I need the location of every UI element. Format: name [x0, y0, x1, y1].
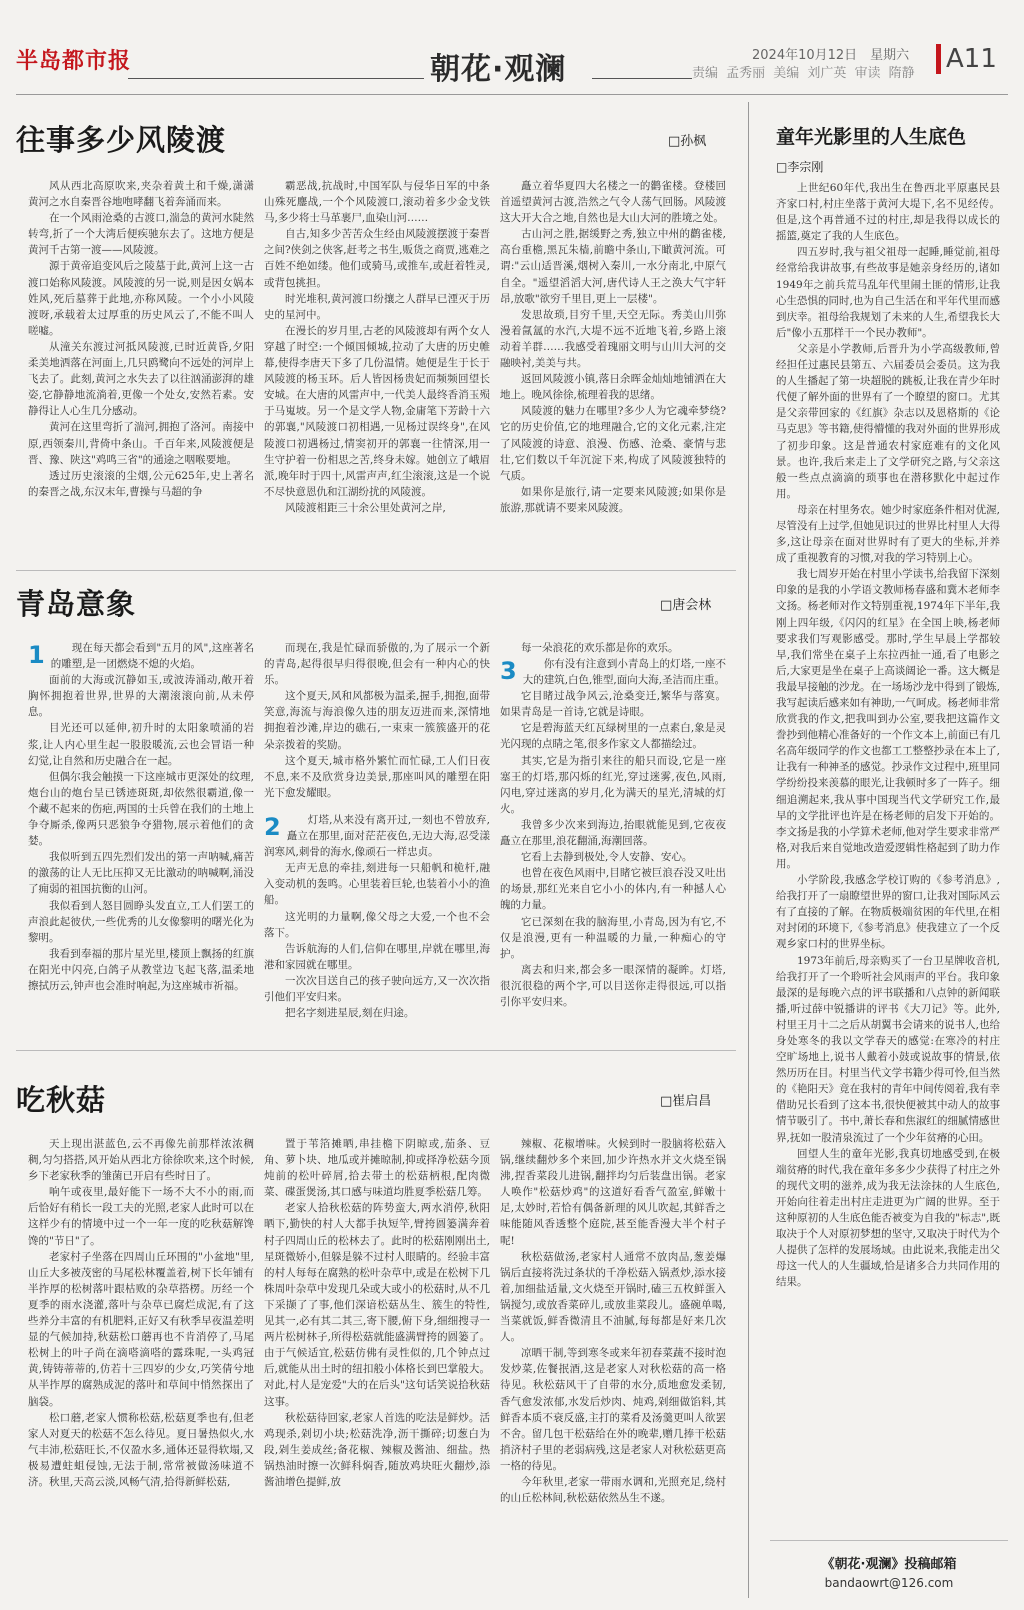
- paragraph: 如果你是旅行,请一定要来风陵渡;如果你是旅游,那就请不要来风陵渡。: [500, 485, 726, 514]
- paragraph: 在漫长的岁月里,古老的风陵渡却有两个女人穿越了时空:一个倾国倾城,拉动了大唐的历史帷幕,使得李唐天下多了几份温情。她便是生于长于风陵渡的杨玉环。后人皆因杨贵妃而频频回望长安城。在大唐的风雷声中,一代美人最终香消玉殒于马嵬坡。另一个是文学人物,金庸笔下芳龄十六的郭襄,"风陵渡口初相遇,一见杨过误终身",在风陵渡口初遇杨过,情窦初开的郭襄一往情深,用一生守护着一份相思之苦,终身未嫁。她创立了峨眉派,晚年时于四十,风雷声声,红尘滚滚,这是一个说不尽快意恩仇和江湖纷扰的风陵渡。: [264, 324, 490, 498]
- paragraph: 我看到奉福的那片星光里,楼顶上飘扬的红旗在阳光中闪亮,白鸽子从教堂边飞起飞落,温柔地擦拭历云,钟声也会准时响起,为这座城市祈福。: [28, 947, 254, 992]
- paragraph: 面前的大海或沉静如玉,或波涛涌动,敞开着胸怀拥抱着世界,世界的大潮滚滚向前,从未停息。: [28, 674, 254, 719]
- paragraph: 一次次目送自己的孩子驶向远方,又一次次指引他们平安归来。: [264, 974, 490, 1004]
- article-column: [500, 1136, 726, 1598]
- paragraph: 每一朵浪花的欢乐都是你的欢乐。: [521, 642, 679, 654]
- paragraph: 小学阶段,我感念学校订购的《参考消息》,给我打开了一扇瞭望世界的窗口,让我对国际风云有了直接的了解。在物质极端贫困的年代里,在相对封闭的环境下,《参考消息》使我建立了一个反观乡家口村的世界坐标。: [776, 874, 1000, 951]
- paragraph: 离去和归来,都会多一眼深情的凝眸。灯塔,很沉很稳的两个字,可以目送你走得很远,可以指引你平安归来。: [500, 963, 726, 1008]
- article-author-qiugu: □崔启昌: [660, 1094, 712, 1109]
- article-column: [500, 178, 726, 560]
- paragraph: 灯塔,从来没有离开过,一刻也不曾放弃,矗立在那里,面对茫茫夜色,无边大海,忍受漾润寒风,刺骨的海水,像顽石一样忠贞。: [264, 814, 490, 859]
- article-column: [264, 812, 490, 1040]
- paragraph: 今年秋里,老家一带雨水调和,光照充足,绕村的山丘松林间,秋松菇依然丛生不遂。: [500, 1475, 726, 1505]
- paragraph: 凉晒干制,等到寒冬或来年初春菜蔬不接时泡发炒菜,佐餐抿酒,这是老家人对秋松菇的高一格待见。秋松菇风干了自带的水分,质地愈发柔韧,香气愈发浓郁,水发后炒肉、炖鸡,剁细做馅料,其鲜香本质不衰反盛,主打的菜肴及汤羹更叫人欲罢不舍。留几包干松菇给在外的晚辈,赠几捧干松菇捎济村子里的老弱病残,这是老家人对秋松菇更高一格的待见。: [500, 1347, 726, 1472]
- paragraph: 它是碧海蓝天红瓦绿树里的一点素白,象是灵光闪现的点睛之笔,很多作家文人都描绘过。: [500, 722, 726, 751]
- article-author-qingdao: □唐会林: [660, 598, 712, 613]
- article-title-qingdao: 青岛意象: [16, 587, 137, 621]
- section-number: 2: [264, 813, 281, 841]
- section-number: 3: [500, 657, 517, 685]
- paragraph: 这光明的力量啊,像父母之大爱,一个也不会落下。: [264, 910, 490, 939]
- paragraph: 无声无息的牵挂,刻进每一只船帆和桅杆,融入变动机的轰鸣。心里装着巨轮,也装着小小的渔船。: [264, 862, 490, 907]
- article-title-fenglingdu: 往事多少风陵渡: [16, 123, 227, 157]
- header-divider: [16, 94, 1008, 95]
- paragraph: 父亲是小学教师,后晋升为小学高级教师,曾经担任过惠民县第五、六届委员会委员。这为我的人生播起了第一块超脱的跳板,让我在青少年时代便了解外面的世界有了一个瞭望的窗口。尤其是父亲带回家的《红旗》杂志以及恩格斯的《论马克思》等书籍,使得懵懂的我对外面的世界形成了初步印象。这是普通农村家庭难有的文化风景。也许,我后来走上了文学研究之路,与父亲这般一些点点滴滴的琐事也在潜移默化中起过作用。: [776, 342, 1000, 500]
- page-number-accent: [936, 44, 941, 74]
- paragraph: 我七周岁开始在村里小学读书,给我留下深刻印象的是我的小学语文教师杨春盛和冀木老师李文扬。杨老师对作文特别重视,1974年下半年,我刚上四年级,《闪闪的红星》在全国上映,杨老师要求我们写观影感受。那时,学生早晨上学都较早,我们常坐在桌子上东拉西扯一通,看了电影之后,大家更是坐在桌子上高谈阔论一番。这大概是我最早接触的沙龙。在一场场沙龙中得到了锻炼,我写起读后感来如有神助,一气呵成。杨老师非常欣赏我的作文,把我叫到办公室,要我把这篇作文誊抄到他精心准备好的一个作文本上,前面已有几名高年级同学的作文也都工工整整抄录在本上了,让我有一种神圣的感觉。抄录作文过程中,班里同学纷纷投来羡慕的眼光,让我顿时多了一阵子。细细追溯起来,我从事中国现当代文学研究工作,最早的文学批评也许是在杨老师的启发下开始的。李文扬是我的小学算术老师,他对学生要求非常严格,对我后来自觉地改造爱逻辑性格起到了助力作用。: [776, 568, 1000, 870]
- paragraph: 老家村子坐落在四周山丘环围的"小盆地"里,山丘大多被茂密的马尾松林覆盖着,树下长年铺有半拃厚的松树落叶跟枯败的杂草搭楞。历经一个夏季的雨水浇灌,落叶与杂草已腐烂成泥,有了这些养分丰富的有机肥料,正好又有秋季早夜温差明显的气候加持,秋菇松口蘑再也不肯消停了,马尾松树上的叶子尚在滴嗒滴嗒的露珠呢,一头鸡冠黄,铸铸蒂蒂的,仿若十三四岁的少女,巧笑倩兮地从半拃厚的腐熟成泥的落叶和草间中悄然探出了脑袋。: [28, 1250, 254, 1408]
- paragraph: 其实,它是为指引来往的船只而设,它是一座塞王的灯塔,那闪烁的红光,穿过迷雾,夜色,风雨,闪电,穿过迷离的岁月,化为满天的星光,清城的灯火。: [500, 754, 726, 815]
- article-column: [264, 640, 490, 799]
- column-divider: [748, 102, 749, 1598]
- paragraph: 而现在,我是忙碌而骄傲的,为了展示一个新的青岛,起得很早归得很晚,但会有一种内心的快乐。: [264, 642, 490, 687]
- column-text: [28, 640, 254, 994]
- paragraph: 它目睹过战争风云,沧桑变迁,繁华与落寞。如果青岛是一首诗,它就是诗眼。: [500, 690, 726, 719]
- paragraph: 天上现出湛蓝色,云不再像先前那样浓浓稠稠,匀匀搭搭,风开始从西北方徐徐吹来,这个时候,乡下老家秋季的雏菌已开启有些时日了。: [28, 1138, 254, 1183]
- paragraph: 把名字刻进星辰,刻在归途。: [285, 1007, 415, 1020]
- paragraph: 置于苇箔摊晒,串挂檐下阴晾或,茄条、豆角、萝卜块、地瓜或并摊晾制,抑或择净松菇今顶炖前的松叶碎屑,拾去带土的松菇柄根,配肉微菜、碟蛋煲汤,其口感与味道均胜夏季松菇几筹。: [264, 1138, 490, 1199]
- section-title: 朝花·观澜: [430, 52, 567, 87]
- paragraph: 霸恶战,抗战时,中国军队与侵华日军的中条山殊死鏖战,一个个风陵渡口,滚动着多少金戈铁马,多少将士马革裹尸,血染山河……: [264, 180, 490, 225]
- paragraph: 风陵渡相距三十余公里处黄河之岸,: [285, 501, 446, 514]
- article-column: [264, 1136, 490, 1598]
- section-number: 1: [28, 641, 45, 669]
- masthead-rule-left: [128, 78, 424, 79]
- paragraph: 返回风陵渡小镇,落日余晖金灿灿地铺洒在大地上。晚风徐徐,梳理着我的思绪。: [500, 373, 726, 402]
- article-column: [28, 178, 254, 560]
- paragraph: 它看上去静到极处,令人安静、安心。: [521, 851, 693, 864]
- paragraph: 松口蘑,老家人惯称松菇,松菇夏季也有,但老家人对夏天的松菇不怎么待见。夏日暑热似火,水气丰沛,松菇旺长,不仅盈水多,通体还显得软塌,又极易遭蛀蛆侵蚀,无法于制,常常被做汤味道不济。秋里,天高云淡,风畅气清,拾得新鲜松菇,: [28, 1411, 254, 1488]
- paragraph: 透过历史滚滚的尘烟,公元625年,史上著名的秦晋之战,东汉末年,曹操与马超的争: [28, 469, 254, 498]
- paragraph: 矗立着华夏四大名楼之一的鹳雀楼。登楼回首遥望黄河古渡,浩然之气令人荡气回肠。风陵渡这大开大合之地,自然也是大山大河的胜境之处。: [500, 180, 726, 225]
- paragraph: 在一个风雨沧桑的古渡口,湍急的黄河水陡然转弯,折了一个大湾后便疾驰东去了。这地方便是黄河千古第一渡——风陵渡。: [28, 212, 254, 257]
- paragraph: 1973年前后,母亲购买了一台卫星牌收音机,给我打开了一个聆听社会风雨声的平台。我印象最深的是每晚六点的评书联播和八点钟的新闻联播,听过薛中锐播讲的评书《大刀记》等。此外,村里王月十二之后从胡翼书会请来的说书人,也给身处寒冬的我以文学春天的感觉:在寒冷的村庄空旷场地上,说书人戴着小鼓或说故事的情景,依然历历在目。村里当代文学书籍少得可怜,但当然的《艳阳天》竟在我村的青年中间传阅着,我有幸借助兄长看到了这本书,很快便被其中动人的故事情节吸引了。书中,萧长春和焦淑红的细腻情感世界,抚如一股清泉流过了一个少年贫瘠的心田。: [776, 954, 1000, 1144]
- article-title-qiugu: 吃秋菇: [16, 1083, 107, 1117]
- article-title-tongnian: 童年光影里的人生底色: [776, 126, 967, 148]
- article-column: [28, 1136, 254, 1598]
- paragraph: 目光还可以延伸,初升时的太阳象喷涌的岩浆,让人内心里生起一股股暖流,云也会冒语一种幻觉,让自然和历史融合在一起。: [28, 722, 254, 767]
- paragraph: 你有没有注意到小青岛上的灯塔,一座不大的建筑,白色,锥型,面向大海,圣洁而庄重。: [522, 658, 726, 687]
- article-author-tongnian: □李宗刚: [776, 160, 824, 174]
- mailbox-email[interactable]: bandaowrt@126.com: [824, 1576, 954, 1590]
- article-column: [500, 656, 726, 1040]
- paragraph: 母亲在村里务农。她少时家庭条件相对优渥,尽管没有上过学,但她见识过的世界比村里人大得多,这让母亲在面对世界时有了更大的坐标,并养成了重视教育的习惯,对我的学习特别上心。: [776, 503, 1000, 565]
- paragraph: 秋松菇做汤,老家村人通常不放肉品,葱姜爆锅后直接将洗过条状的千净松菇入锅煮炒,添水接着,加细盐适量,文火烧至开锅时,磕三五枚鲜蛋入锅搅匀,或放香菜碎儿,或放韭菜段儿。盛碗单喝,当菜就饭,鲜香微清且不油腻,每每都是好来几次人。: [500, 1250, 726, 1344]
- paragraph: 告诉航海的人们,信仰在哪里,岸就在哪里,海港和家园就在哪里。: [264, 942, 490, 971]
- paragraph: 黄河在这里弯折了湍河,拥抱了洛河。南接中原,西领秦川,背倚中条山。千百年来,风陵渡便是晋、豫、陕这"鸡鸣三省"的通途之咽喉要地。: [28, 421, 254, 466]
- article-divider: [16, 1050, 736, 1051]
- paragraph: 现在每天都会看到"五月的风",这座著名的雕塑,是一团燃烧不熄的火焰。: [50, 642, 254, 671]
- editor-credits: 责编 孟秀丽 美编 刘广英 审读 隋静: [692, 66, 915, 81]
- issue-date: 2024年10月12日 星期六: [752, 48, 910, 63]
- paragraph: 我似听到五四先烈们发出的第一声呐喊,痛苦的激荡的让人无比压抑又无比激动的呐喊啊,涌没了痈弱的祖国抗衡的山河。: [28, 851, 254, 896]
- paragraph: 但偶尔我会触摸一下这座城市更深处的纹理,炮台山的炮台呈已锈迹斑斑,却依然很霸道,像一个藏不起来的伤疤,两国的士兵曾在我们的土地上争夺厮杀,像两只恶狼争夺猎物,展示着他们的贪婪。: [28, 770, 254, 848]
- paragraph: 辣椒、花椒增味。火候到时一股脑将松菇入锅,继续翻炒多个来回,加少许热水并文火烧至锅沸,捏香菜段儿进锅,翻拌均匀后装盘出锅。老家人唤作"松菇炒鸡"的这道好看香气盈室,鲜嫩十足,太妙时,若恰有偶备新理的风儿吹起,其鲜香之味能随风香透整个庭院,甚至能香漫大半个村子呢!: [500, 1138, 726, 1247]
- submission-mailbox: [770, 1540, 1008, 1598]
- paragraph: 秋松菇待回家,老家人首选的吃法是鲜炒。活鸡现杀,剁切小块;松菇洗净,沥干撕碎;切葱白为段,剁生姜成丝;备花椒、辣椒及酱油、细盐。热锅热油时擦一次鲜科焖香,随放鸡块旺火翻炒,添酱油增色提鲜,放: [264, 1411, 490, 1488]
- page-number: A11: [946, 44, 997, 74]
- paragraph: 发思故琐,目穷千里,天空无际。秀美山川弥漫着氤氲的水汽,大堤不远不近地飞着,乡路上滚动着羊群……我感受着瑰丽文明与山川大河的交融映衬,美美与共。: [500, 308, 726, 370]
- article-column: [28, 640, 254, 1040]
- article-divider: [16, 570, 736, 571]
- paragraph: 四五岁时,我与祖父祖母一起睡,睡觉前,祖母经常给我讲故事,有些故事是她亲身经历的,诸如1949年之前兵荒马乱年代里闹土匪的情形,让我心生恐惧的同时,也为自己生活在和平年代里而感到庆幸。祖母给我规划了未来的人生,希望我长大后"像小五那样干一个民办教师"。: [776, 246, 1000, 339]
- newspaper-logo: 半岛都市报: [16, 49, 132, 74]
- paragraph: 古山河之胜,据缓野之秀,独立中州的鹳雀楼,高台重檐,黑瓦朱樯,前瞻中条山,下瞰黄河流。可谓:"云山适晋溪,烟树入秦川,一水分南北,中原气自全。"遥望滔滔大河,唐代诗人王之涣大气宇轩昂,放歌"欲穷千里目,更上一层楼"。: [500, 228, 726, 305]
- paragraph: 风陵渡的魅力在哪里?多少人为它魂牵梦绕?它的历史价值,它的地理融合,它的文化元素,注定了风陵渡的诗意、浪漫、伤感、沧桑、豪情与悲壮,它们数以千年沉淀下来,构成了风陵渡独特的气质。: [500, 405, 726, 482]
- paragraph: 它已深刻在我的脑海里,小青岛,因为有它,不仅是浪漫,更有一种温暖的力量,一种痴心的守护。: [500, 915, 726, 960]
- column-text: [500, 656, 726, 1010]
- article-column: [264, 178, 490, 560]
- paragraph: 上世纪60年代,我出生在鲁西北平原惠民县齐家口村,村庄坐落于黄河大堤下,名不见经传。但是,这个再普通不过的村庄,却是我得以成长的摇篮,奠定了我的人生底色。: [776, 182, 1000, 243]
- column-text: [264, 812, 490, 1021]
- paragraph: 这个夏天,城市格外繁忙而忙碌,工人们日夜不息,来不及欣赏身边美景,那座叫风的雕塑在阳光下愈发耀眼。: [264, 754, 490, 799]
- paragraph: 回望人生的童年光影,我真切地感受到,在极端贫瘠的时代,我在童年多多少少获得了村庄之外的现代文明的滋养,成为我无法涂抹的人生底色,开始向往着走出村庄走进更为广阔的世界。至于这种原初的人生底色能否被变为自我的"标志",既取决于个人对原初梦想的坚守,又取决于时代为个人提供了怎样的发展场域。由此说来,我能走出父母这一代人的人生疆域,恰是诸多合力共同作用的结果。: [776, 1147, 1000, 1289]
- paragraph: 响午或夜里,最好能下一场不大不小的雨,而后恰好有稍长一段工夫的光照,老家人此时可以在这样少有的情境中过一个一年一度的吃秋菇解馋馋的"节日"了。: [28, 1186, 254, 1247]
- mailbox-label: 《朝花·观澜》投稿邮箱: [821, 1557, 957, 1572]
- masthead-rule-right: [592, 78, 692, 79]
- paragraph: 风从西北高原吹来,夹杂着黄土和千燥,潇潇黄河之水自秦晋谷地咆哮翻飞着奔涌而来。: [28, 180, 254, 209]
- masthead: [0, 0, 1024, 92]
- paragraph: 源于黄帝追变风后之陵墓于此,黄河上这一古渡口始称风陵渡。风陵渡的另一说,则是因女娲本姓风,死后墓葬于此地,亦称风陵。一个小小风陵渡呀,承载着太过厚重的历史风云了,不能不叫人嗟嘘。: [28, 260, 254, 337]
- paragraph: 这个夏天,风和风都极为温柔,握手,拥抱,面带笑意,海流与海浪像久违的朋友迈进而来,深情地拥抱着沙滩,岸边的礁石,一束束一簇簇盛开的花朵亲拨着的奖励。: [264, 690, 490, 751]
- paragraph: 我似看到人怒目圆睁头发直立,工人们罢工的声浪此起彼伏,一些优秀的儿女像黎明的曙光化为黎明。: [28, 899, 254, 944]
- paragraph: 自古,知多少苦苦众生经由风陵渡摆渡于秦晋之间?侠剑之侠客,赶考之书生,贩货之商贾,逃难之百姓不绝如缕。他们或骑马,或推车,或赶着牲灵,或背包挑担。: [264, 228, 490, 289]
- paragraph: 我曾多少次来到海边,抬眼就能见到,它夜夜矗立在那里,浪花翻涌,海潮回落。: [500, 818, 726, 848]
- article-column: [776, 180, 1000, 1532]
- paragraph: 时光堆积,黄河渡口纷攘之人群早已湮灭于历史的星河中。: [264, 292, 490, 321]
- paragraph: 也曾在夜色风雨中,目睹它被巨浪吞没又吐出的场景,那红光来自它小小的体内,有一种撼人心魄的力量。: [500, 867, 726, 912]
- paragraph: 老家人拾秋松菇的阵势蛮大,两水消停,秋阳晒下,勤快的村人大都手执短竿,臂挎圆篓满奔着村子四周山丘的松林去了。此时的松菇刚刚出土,星斑微娇小,但躲是躲不过村人眼睛的。经验丰富的村人每每在腐熟的松叶杂草中,或是在松树下几株周叶杂草中发现几朵或大或小的松菇时,从不几下采撷了了事,他们深谙松菇丛生、簇生的特性,见其一,必有其二其三,寄下腰,俯下身,细细搜寻一两片松树林子,所得松菇就能盛满臂挎的圆篓了。由于气候适宜,松菇仿佛有灵性似的,几个钟点过后,就能从出土时的纽扣般小体格长到巴掌般大。对此,村人是宠爱"大的在后头"这句话笑说拾秋菇这事。: [264, 1202, 490, 1408]
- article-author-fenglingdu: □孙枫: [668, 134, 707, 149]
- paragraph: 从潼关东渡过河抵风陵渡,已时近黄昏,夕阳柔美地洒落在河面上,几只鸥鹭向不远处的河岸上飞去了。此刻,黄河之水失去了以往汹涌澎湃的雄姿,它静静地流淌着,更像一个处女,安然若素。安静得让人心生几分感动。: [28, 340, 254, 418]
